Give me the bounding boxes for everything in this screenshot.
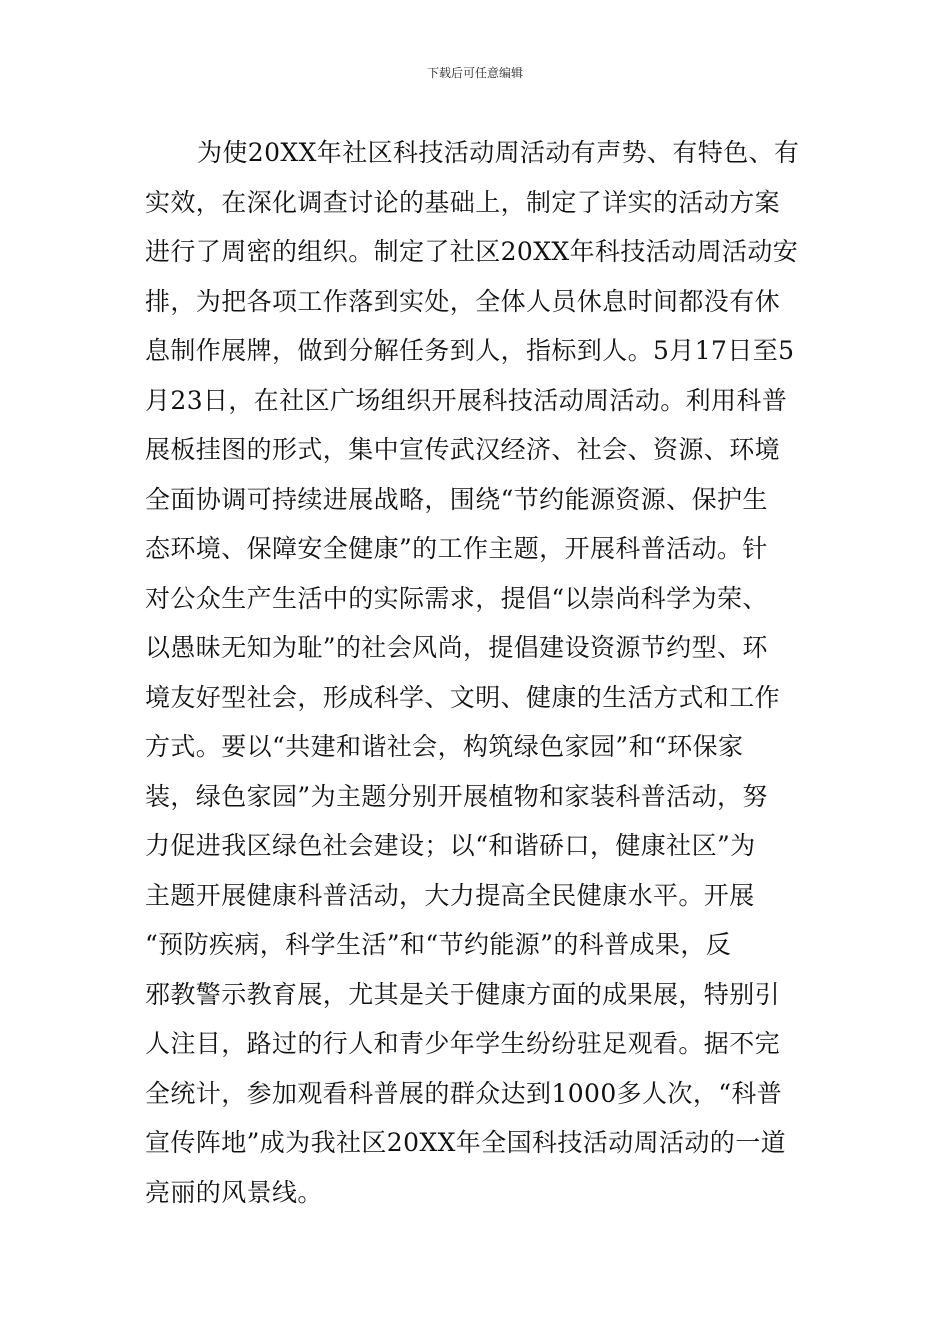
text-line: 对公众生产生活中的实际需求，提倡“以崇尚科学为荣、 (145, 583, 768, 613)
text-line: 进行了周密的组织。制定了社区20XX年科技活动周活动安 (145, 237, 799, 266)
text-line: 全统计，参加观看科普展的群众达到1000多人次，“科普 (145, 1078, 783, 1108)
text-line: 邪教警示教育展，尤其是关于健康方面的成果展，特别引 (145, 979, 781, 1009)
page-header: 下载后可任意编辑 (426, 66, 523, 80)
text-line: 月23日，在社区广场组织开展科技活动周活动。利用科普 (145, 385, 788, 415)
text-line: “预防疾病，科学生活”和“节约能源”的科普成果，反 (145, 930, 732, 959)
text-line: 宣传阵地”成为我社区20XX年全国科技活动周活动的一道 (145, 1128, 786, 1157)
text-line: 实效，在深化调查讨论的基础上，制定了详实的活动方案 (145, 187, 781, 217)
text-line: 全面协调可持续进展战略，围绕“节约能源资源、保护生 (145, 484, 768, 514)
text-line: 方式。要以“共建和谐社会，构筑绿色家园”和“环保家 (145, 732, 744, 761)
text-line: 为使20XX年社区科技活动周活动有声势、有特色、有 (197, 138, 800, 167)
text-line: 息制作展牌，做到分解任务到人，指标到人。5月17日至5 (145, 336, 795, 365)
text-line: 人注目，路过的行人和青少年学生纷纷驻足观看。据不完 (145, 1029, 781, 1058)
text-line: 境友好型社会，形成科学、文明、健康的生活方式和工作 (145, 682, 781, 712)
text-line: 装，绿色家园”为主题分别开展植物和家装科普活动，努 (145, 781, 768, 811)
text-line: 态环境、保障安全健康”的工作主题，开展科普活动。针 (145, 534, 768, 563)
text-line: 展板挂图的形式，集中宣传武汉经济、社会、资源、环境 (145, 435, 781, 464)
text-line: 主题开展健康科普活动，大力提高全民健康水平。开展 (145, 880, 755, 910)
text-line: 力促进我区绿色社会建设；以“和谐硚口，健康社区”为 (145, 831, 756, 860)
text-line: 亮丽的风景线。 (145, 1177, 323, 1207)
text-line: 以愚昧无知为耻”的社会风尚，提倡建设资源节约型、环 (145, 633, 768, 662)
body-paragraph (145, 128, 807, 1217)
text-line: 排，为把各项工作落到实处，全体人员休息时间都没有休 (145, 286, 781, 316)
